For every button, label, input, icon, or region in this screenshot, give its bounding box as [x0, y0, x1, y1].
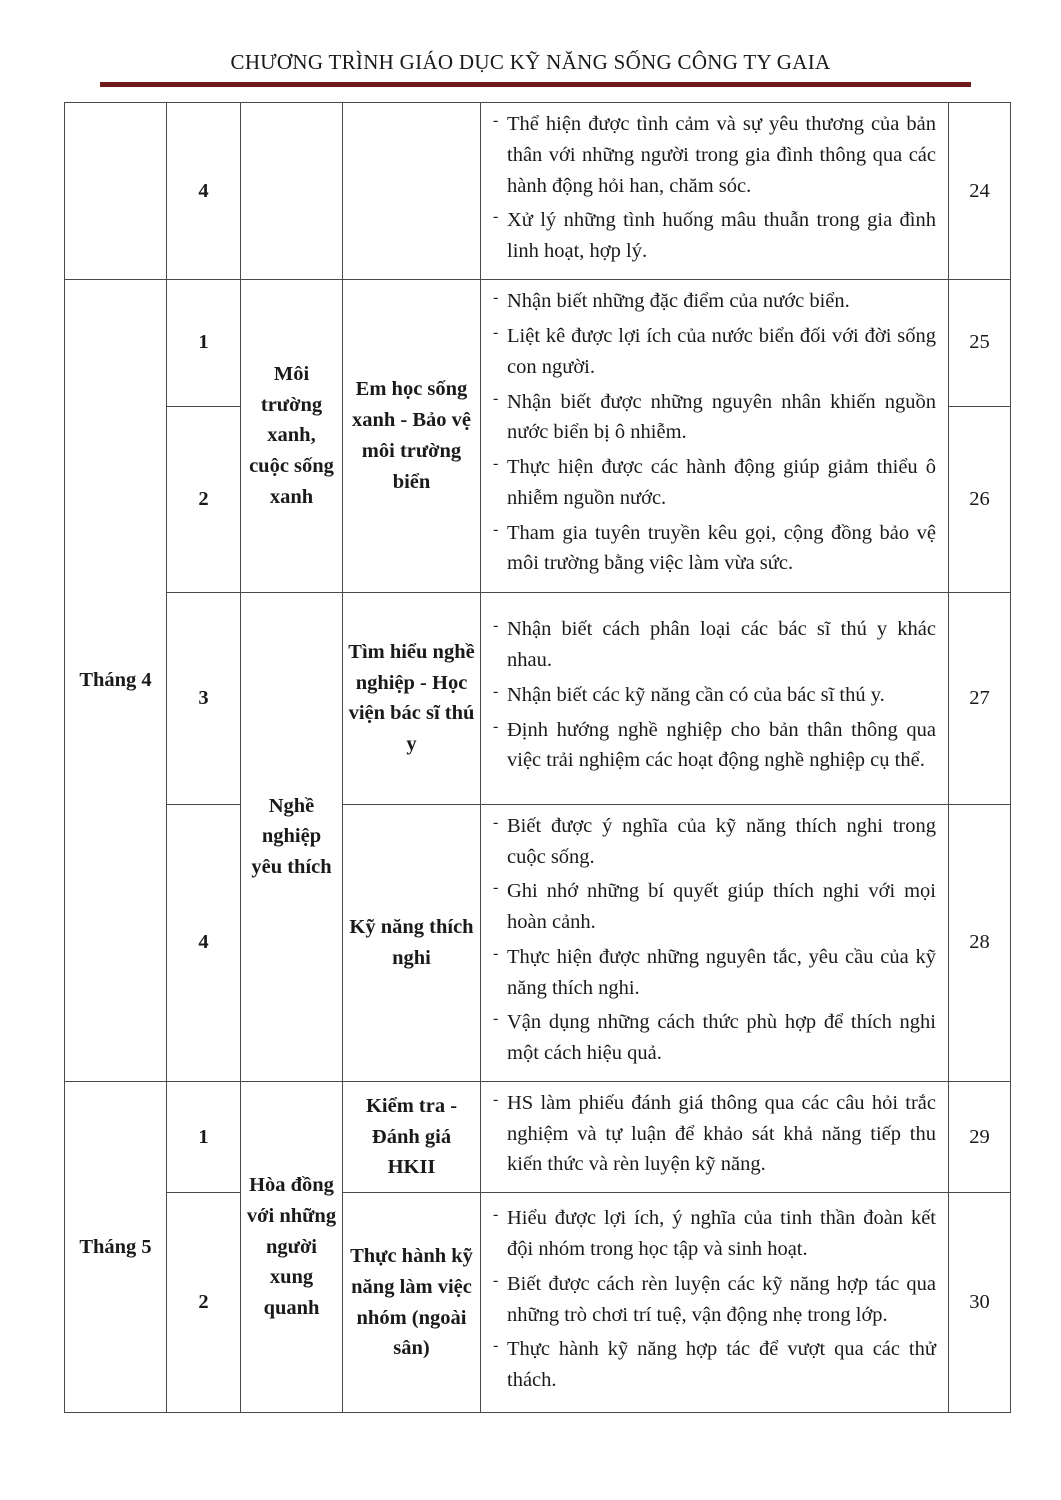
lesson-cell: Kỹ năng thích nghi	[343, 804, 481, 1081]
week-cell: 4	[167, 804, 241, 1081]
table-row	[65, 279, 1011, 406]
month-cell: Tháng 5	[65, 1081, 167, 1412]
curriculum-table	[64, 102, 1011, 1413]
week-cell: 4	[167, 103, 241, 280]
header-divider	[100, 82, 971, 87]
goal-item: - Biết được cách rèn luyện các kỹ năng hợp tác qua những trò chơi trí tuệ, vận động nhẹ trong lớp.	[493, 1269, 936, 1331]
table-row	[65, 103, 1011, 280]
lesson-number: 30	[949, 1193, 1011, 1413]
goal-item: - Ghi nhớ những bí quyết giúp thích nghi với mọi hoàn cảnh.	[493, 876, 936, 938]
goal-item: - HS làm phiếu đánh giá thông qua các câu hỏi trắc nghiệm và tự luận để khảo sát khả năng tiếp thu kiến thức và rèn luyện kỹ năng.	[493, 1088, 936, 1180]
week-cell: 1	[167, 279, 241, 406]
theme-cell-empty	[241, 103, 343, 280]
goal-item: - Vận dụng những cách thức phù hợp để thích nghi một cách hiệu quả.	[493, 1007, 936, 1069]
lesson-number: 29	[949, 1081, 1011, 1192]
lesson-number: 28	[949, 804, 1011, 1081]
month-cell: Tháng 4	[65, 279, 167, 1081]
goal-item: - Nhận biết các kỹ năng cần có của bác sĩ thú y.	[493, 680, 936, 711]
week-cell: 2	[167, 406, 241, 592]
goal-item: - Nhận biết cách phân loại các bác sĩ thú y khác nhau.	[493, 614, 936, 676]
lesson-cell: Kiểm tra - Đánh giá HKII	[343, 1081, 481, 1192]
goal-item: - Tham gia tuyên truyền kêu gọi, cộng đồng bảo vệ môi trường bằng việc làm vừa sức.	[493, 518, 936, 580]
goals-cell	[481, 103, 949, 280]
lesson-number: 27	[949, 592, 1011, 804]
goals-cell	[481, 592, 949, 804]
table-row	[65, 592, 1011, 804]
goal-item: - Liệt kê được lợi ích của nước biển đối với đời sống con người.	[493, 321, 936, 383]
goals-cell	[481, 279, 949, 592]
goals-cell	[481, 1081, 949, 1192]
goals-cell	[481, 1193, 949, 1413]
lesson-number: 24	[949, 103, 1011, 280]
goals-cell	[481, 804, 949, 1081]
table-row	[65, 1081, 1011, 1192]
lesson-cell: Tìm hiểu nghề nghiệp - Học viện bác sĩ thú y	[343, 592, 481, 804]
goal-item: - Xử lý những tình huống mâu thuẫn trong gia đình linh hoạt, hợp lý.	[493, 205, 936, 267]
lesson-cell: Thực hành kỹ năng làm việc nhóm (ngoài sân)	[343, 1193, 481, 1413]
goal-item: - Nhận biết những đặc điểm của nước biển.	[493, 286, 936, 317]
goal-item: - Biết được ý nghĩa của kỹ năng thích nghi trong cuộc sống.	[493, 811, 936, 873]
week-cell: 2	[167, 1193, 241, 1413]
month-cell-empty	[65, 103, 167, 280]
lesson-number: 26	[949, 406, 1011, 592]
goal-item: - Thực hiện được các hành động giúp giảm thiểu ô nhiễm nguồn nước.	[493, 452, 936, 514]
table-row	[65, 1193, 1011, 1413]
goal-item: - Thực hành kỹ năng hợp tác để vượt qua các thử thách.	[493, 1334, 936, 1396]
goal-item: - Hiểu được lợi ích, ý nghĩa của tinh thần đoàn kết đội nhóm trong học tập và sinh hoạt.	[493, 1203, 936, 1265]
theme-cell: Môi trường xanh, cuộc sống xanh	[241, 279, 343, 592]
week-cell: 1	[167, 1081, 241, 1192]
goal-item: - Định hướng nghề nghiệp cho bản thân thông qua việc trải nghiệm các hoạt động nghề nghiệp cụ thể.	[493, 715, 936, 777]
goal-item: - Nhận biết được những nguyên nhân khiến nguồn nước biển bị ô nhiễm.	[493, 387, 936, 449]
theme-cell: Hòa đồng với những người xung quanh	[241, 1081, 343, 1412]
goal-item: - Thể hiện được tình cảm và sự yêu thương của bản thân với những người trong gia đình thông qua các hành động hỏi han, chăm sóc.	[493, 109, 936, 201]
lesson-number: 25	[949, 279, 1011, 406]
goal-item: - Thực hiện được những nguyên tắc, yêu cầu của kỹ năng thích nghi.	[493, 942, 936, 1004]
table-row	[65, 804, 1011, 1081]
lesson-cell: Em học sống xanh - Bảo vệ môi trường biển	[343, 279, 481, 592]
page-header-title: CHƯƠNG TRÌNH GIÁO DỤC KỸ NĂNG SỐNG CÔNG TY GAIA	[230, 50, 831, 74]
week-cell: 3	[167, 592, 241, 804]
lesson-cell-empty	[343, 103, 481, 280]
theme-cell: Nghề nghiệp yêu thích	[241, 592, 343, 1081]
